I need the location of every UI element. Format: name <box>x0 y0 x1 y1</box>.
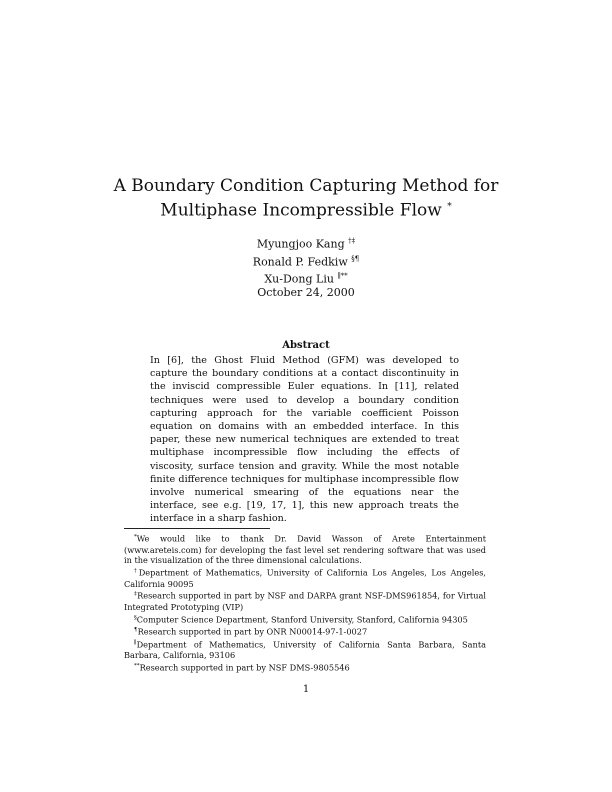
footnotes <box>124 532 486 674</box>
footnote-mark: ** <box>134 663 140 670</box>
author-affiliation-marks: †‡ <box>348 237 356 245</box>
footnote <box>124 638 486 661</box>
author-name: Xu-Dong Liu <box>264 272 334 286</box>
footnote-text: Research supported in part by ONR N00014-97-1-0027 <box>137 627 368 638</box>
footnote-mark: † <box>134 568 139 575</box>
author-list <box>200 234 412 287</box>
title-footnote-mark: * <box>447 202 452 212</box>
footnote-divider <box>124 528 270 529</box>
footnote-text: Computer Science Department, Stanford University, Stanford, California 94305 <box>136 614 468 625</box>
footnote <box>124 589 486 612</box>
footnote-text: Research supported in part by NSF DMS-9805546 <box>139 662 350 673</box>
paper-title <box>100 176 512 222</box>
footnote-mark: * <box>134 534 137 540</box>
footnote-mark: ∥ <box>134 639 137 646</box>
page-number: 1 <box>302 684 310 695</box>
footnote-text: Department of Mathematics, University of California Los Angeles, Los Angeles, California 90095 <box>124 567 487 589</box>
footnote <box>124 532 486 566</box>
footnote-text: We would like to thank Dr. David Wasson of Arete Entertainment (www.areteis.com) for developing the fast level set rendering software that was used in the visualization of the three dimensional calculations. <box>124 533 486 566</box>
paper-date: October 24, 2000 <box>257 286 355 299</box>
abstract-heading: Abstract <box>282 340 330 351</box>
footnote-text: Research supported in part by NSF and DARPA grant NSF-DMS961854, for Virtual Integrated Prototyping (VIP) <box>124 591 486 612</box>
author-name: Ronald P. Fedkiw <box>252 255 348 269</box>
footnote <box>124 613 486 626</box>
author-affiliation-marks: §¶ <box>351 254 360 263</box>
author-affiliation-marks: ∥** <box>337 272 348 281</box>
footnote <box>124 661 486 674</box>
title-line-2-text: Multiphase Incompressible Flow <box>160 200 442 221</box>
title-line-1: A Boundary Condition Capturing Method for <box>113 176 499 196</box>
author-2 <box>200 252 412 270</box>
footnote-text: Department of Mathematics, University of California Santa Barbara, Santa Barbara, California, 93106 <box>124 639 486 661</box>
author-1 <box>200 234 412 252</box>
author-name: Myungjoo Kang <box>256 237 345 251</box>
footnote <box>124 625 486 638</box>
footnote-mark: ¶ <box>134 627 138 634</box>
abstract-body: In [6], the Ghost Fluid Method (GFM) was developed to capture the boundary conditions at a contact discontinuity in the inviscid compressible Euler equations. In [11], related techniques were used to develop a boundary condition capturing approach for the variable coefficient Poisson equation on domains with an embedded interface. In this paper, these new numerical techniques are extended to treat multiphase incompressible flow including the effects of viscosity, surface tension and gravity. While the most notable finite difference techniques for multiphase incompressible flow involve numerical smearing of the equations near the interface, see e.g. [19, 17, 1], this new approach treats the interface in a sharp fashion. <box>150 355 459 525</box>
footnote-mark: ‡ <box>134 591 138 598</box>
footnote <box>124 566 486 589</box>
footnote-mark: § <box>134 614 137 621</box>
title-line-2 <box>100 197 512 222</box>
author-3 <box>200 269 412 287</box>
